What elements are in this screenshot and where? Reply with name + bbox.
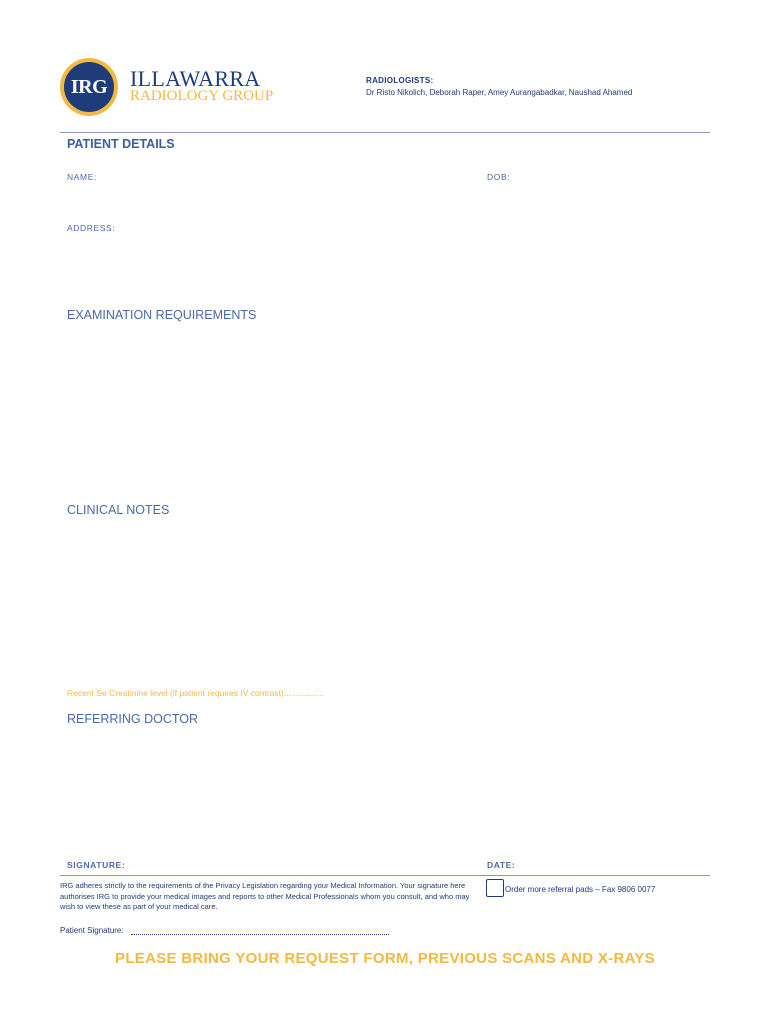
brand-name-line1: ILLAWARRA	[130, 66, 261, 91]
irg-logo	[60, 58, 118, 116]
date-label: DATE:	[487, 860, 516, 870]
clinical-notes-heading: CLINICAL NOTES	[67, 503, 170, 517]
dob-label: DOB:	[487, 172, 511, 182]
signature-label: SIGNATURE:	[67, 860, 126, 870]
order-referral-pads-checkbox[interactable]	[486, 879, 504, 897]
order-referral-pads-label: Order more referral pads – Fax 9806 0077	[505, 885, 656, 894]
name-label: NAME:	[67, 172, 97, 182]
radiologists-title: RADIOLOGISTS:	[366, 76, 434, 85]
examination-heading: EXAMINATION REQUIREMENTS	[67, 308, 257, 322]
radiologists-names: Dr Risto Nikolich, Deborah Raper, Amey Aurangabadkar, Naushad Ahamed	[366, 88, 633, 97]
logo-initials: IRG	[64, 62, 114, 112]
patient-details-heading: PATIENT DETAILS	[67, 137, 175, 151]
patient-signature-line[interactable]	[131, 934, 389, 935]
referring-doctor-heading: REFERRING DOCTOR	[67, 712, 199, 726]
privacy-statement: IRG adheres strictly to the requirements of the Privacy Legislation regarding your Medical Information. Your signature here authorises IRG to provide your medical images and reports to other Medical Professionals whom you consult, and who may wish to view these as part of your medical care.	[60, 881, 470, 911]
address-label: ADDRESS:	[67, 223, 116, 233]
patient-signature-label: Patient Signature:	[60, 926, 124, 935]
brand-name-line2: RADIOLOGY GROUP	[130, 88, 274, 104]
signature-divider	[60, 875, 710, 876]
footer-reminder: PLEASE BRING YOUR REQUEST FORM, PREVIOUS SCANS AND X-RAYS	[115, 950, 655, 967]
creatinine-note: Recent Se Creatinine level (if patient requires IV contrast).................	[67, 688, 325, 698]
header-divider	[60, 132, 710, 133]
